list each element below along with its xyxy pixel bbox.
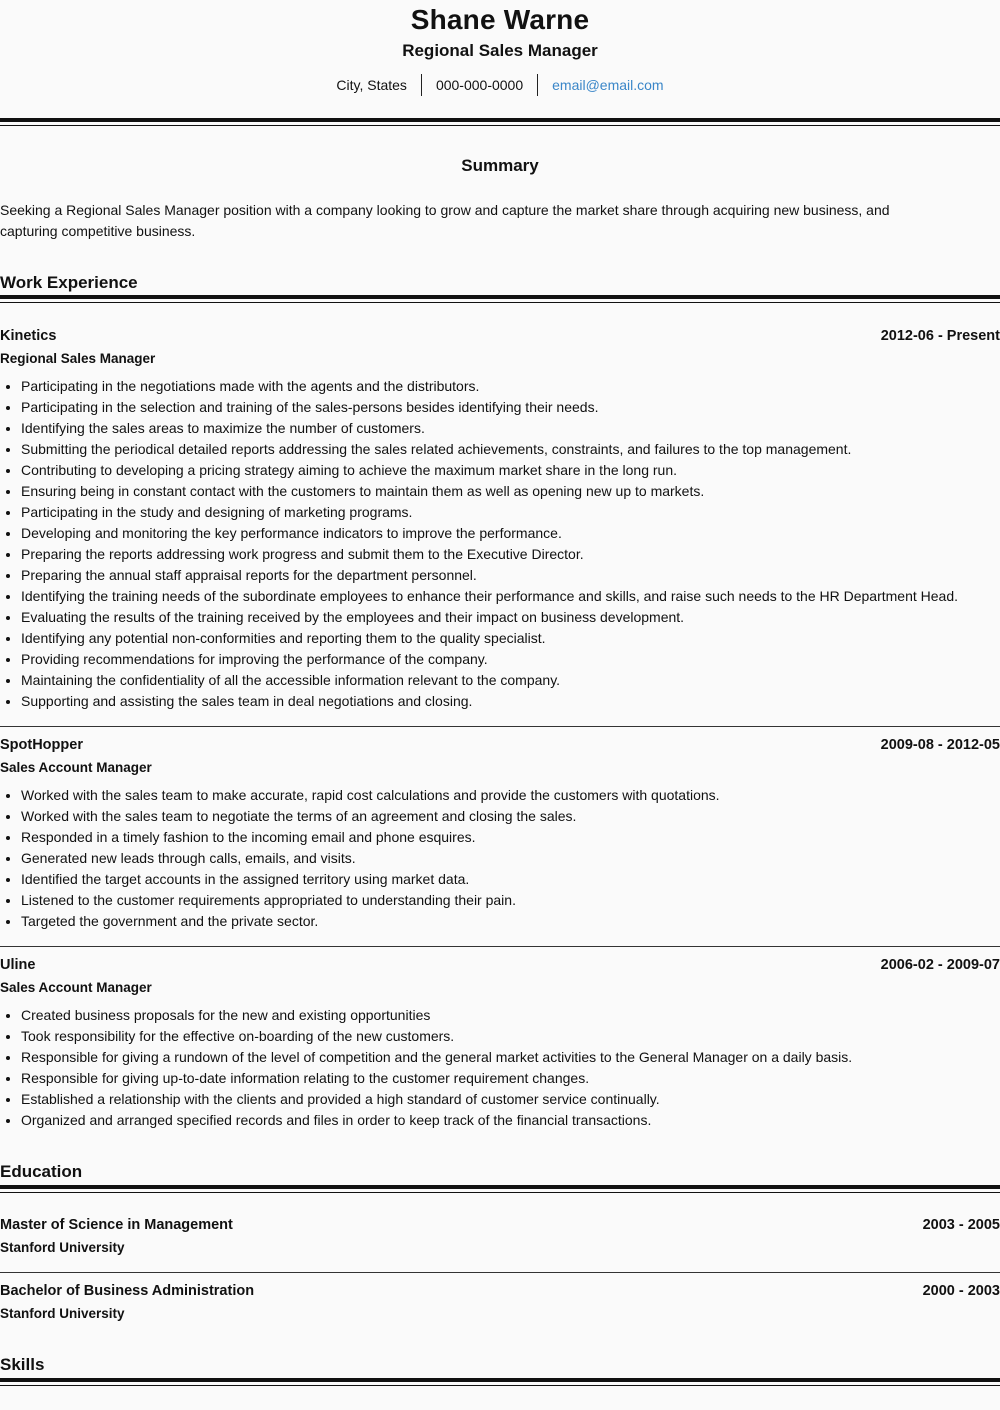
job-dates: 2012-06 - Present [880, 328, 1000, 344]
education-school: Stanford University [0, 1306, 125, 1321]
list-item: Identifying the sales areas to maximize the number of customers. [0, 418, 1000, 439]
summary-heading: Summary [461, 156, 539, 175]
job-header [0, 326, 1000, 346]
job-entry-spothopper [0, 735, 1000, 932]
list-item: Preparing the reports addressing work progress and submit them to the Executive Director. [0, 544, 1000, 565]
list-item: Submitting the periodical detailed reports addressing the sales related achievements, constraints, and failures to the top management. [0, 439, 1000, 460]
summary-text: Seeking a Regional Sales Manager position with a company looking to grow and capture the market share through acquiring new business, and capturing competitive business. [0, 202, 890, 239]
list-item: Preparing the annual staff appraisal reports for the department personnel. [0, 565, 1000, 586]
skills-heading: Skills [0, 1355, 45, 1374]
resume-header [0, 0, 1000, 96]
education-heading: Education [0, 1162, 83, 1181]
contact-line [0, 74, 1000, 96]
list-item: Worked with the sales team to make accurate, rapid cost calculations and provide the customers with quotations. [0, 785, 1000, 806]
list-item: Participating in the negotiations made with the agents and the distributors. [0, 376, 1000, 397]
list-item: Maintaining the confidentiality of all the accessible information relevant to the company. [0, 670, 1000, 691]
contact-email-link[interactable]: email@email.com [552, 77, 664, 93]
list-item: Contributing to developing a pricing strategy aiming to achieve the maximum market share in the long run. [0, 460, 1000, 481]
list-item: Established a relationship with the clients and provided a high standard of customer service continually. [0, 1089, 1000, 1110]
job-bullet-list [0, 376, 1000, 712]
job-entry-kinetics [0, 326, 1000, 712]
list-item: Created business proposals for the new and existing opportunities [0, 1005, 1000, 1026]
education-entry [0, 1281, 1000, 1324]
candidate-title: Regional Sales Manager [402, 41, 598, 60]
job-dates: 2006-02 - 2009-07 [880, 957, 1000, 973]
list-item: Evaluating the results of the training received by the employees and their impact on business development. [0, 607, 1000, 628]
education-entry [0, 1215, 1000, 1258]
job-role: Sales Account Manager [0, 760, 152, 775]
education-header [0, 1215, 1000, 1235]
entry-divider [0, 1272, 1000, 1273]
job-role: Sales Account Manager [0, 980, 152, 995]
list-item: Developing and monitoring the key performance indicators to improve the performance. [0, 523, 1000, 544]
job-entry-uline [0, 955, 1000, 1131]
job-role: Regional Sales Manager [0, 351, 156, 366]
list-item: Identifying any potential non-conformities and reporting them to the quality specialist. [0, 628, 1000, 649]
education-degree: Bachelor of Business Administration [0, 1283, 255, 1299]
work-experience-rule [0, 295, 1000, 303]
education-degree: Master of Science in Management [0, 1217, 233, 1233]
job-bullet-list [0, 1005, 1000, 1131]
entry-divider [0, 946, 1000, 947]
work-experience-heading: Work Experience [0, 273, 138, 292]
job-company: Uline [0, 957, 36, 973]
list-item: Ensuring being in constant contact with the customers to maintain them as well as opening new up to markets. [0, 481, 1000, 502]
list-item: Generated new leads through calls, emails, and visits. [0, 848, 1000, 869]
list-item: Participating in the selection and training of the sales-persons besides identifying their needs. [0, 397, 1000, 418]
list-item: Listened to the customer requirements appropriated to understanding their pain. [0, 890, 1000, 911]
list-item: Targeted the government and the private sector. [0, 911, 1000, 932]
job-bullet-list [0, 785, 1000, 932]
list-item: Providing recommendations for improving the performance of the company. [0, 649, 1000, 670]
job-dates: 2009-08 - 2012-05 [880, 737, 1000, 753]
list-item: Responsible for giving a rundown of the level of competition and the general market activities to the General Manager on a daily basis. [0, 1047, 1000, 1068]
education-dates: 2000 - 2003 [922, 1283, 1000, 1299]
skills-rule [0, 1378, 1000, 1386]
list-item: Participating in the study and designing of marketing programs. [0, 502, 1000, 523]
job-header [0, 735, 1000, 755]
education-school: Stanford University [0, 1240, 125, 1255]
education-rule [0, 1185, 1000, 1193]
education-dates: 2003 - 2005 [922, 1217, 1000, 1233]
job-header [0, 955, 1000, 975]
entry-divider [0, 726, 1000, 727]
contact-location: City, States [336, 77, 407, 93]
list-item: Supporting and assisting the sales team in deal negotiations and closing. [0, 691, 1000, 712]
list-item: Worked with the sales team to negotiate the terms of an agreement and closing the sales. [0, 806, 1000, 827]
list-item: Responded in a timely fashion to the incoming email and phone esquires. [0, 827, 1000, 848]
job-company: Kinetics [0, 328, 57, 344]
contact-phone: 000-000-0000 [435, 77, 524, 93]
list-item: Responsible for giving up-to-date information relating to the customer requirement changes. [0, 1068, 1000, 1089]
list-item: Took responsibility for the effective on-boarding of the new customers. [0, 1026, 1000, 1047]
list-item: Identified the target accounts in the assigned territory using market data. [0, 869, 1000, 890]
job-company: SpotHopper [0, 737, 83, 753]
education-header [0, 1281, 1000, 1301]
list-item: Organized and arranged specified records and files in order to keep track of the financial transactions. [0, 1110, 1000, 1131]
list-item: Identifying the training needs of the subordinate employees to enhance their performance and skills, and raise such needs to the HR Department Head. [0, 586, 1000, 607]
header-rule [0, 118, 1000, 126]
candidate-name: Shane Warne [410, 4, 590, 35]
